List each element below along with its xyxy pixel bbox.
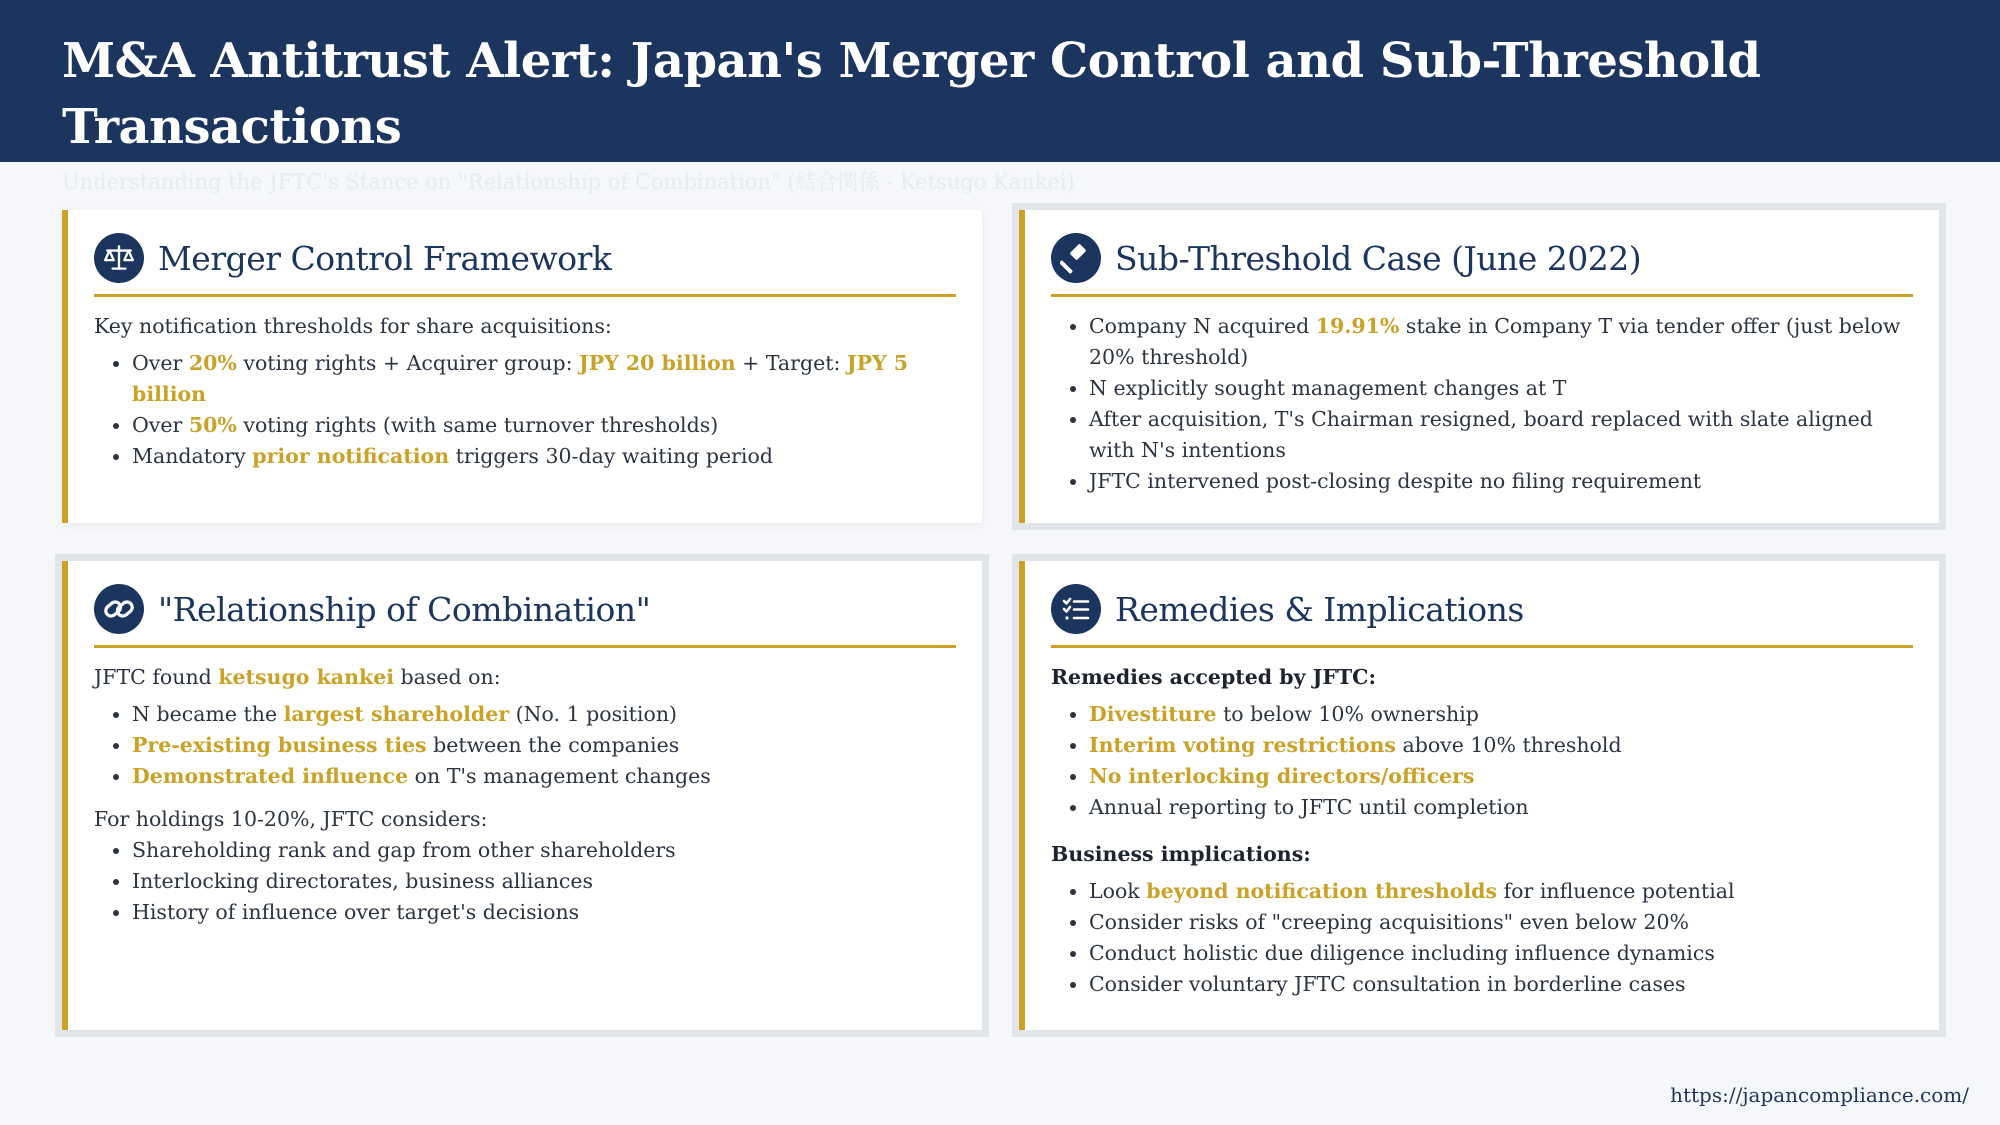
relationship-card	[62, 561, 982, 1030]
list-item: • Over 20% voting rights + Acquirer group: JPY 20 billion + Target: JPY 5 billion	[132, 348, 956, 410]
card-accent-bar	[1019, 561, 1025, 1030]
footer-url-link[interactable]: https://japancompliance.com/	[1670, 1083, 1969, 1107]
card-accent-bar	[62, 210, 68, 523]
card-title: "Relationship of Combination"	[158, 589, 651, 629]
link-icon	[94, 584, 144, 634]
card-header	[94, 230, 956, 297]
page-header	[0, 0, 2000, 194]
page-subtitle: Understanding the JFTC's Stance on "Relationship of Combination" (結合関係 - Ketsugo Kankei)	[62, 170, 1075, 194]
list-item: • Interlocking directorates, business alliances	[132, 866, 956, 897]
list-item: • After acquisition, T's Chairman resigned, board replaced with slate aligned with N's intentions	[1089, 404, 1913, 466]
findings-list	[94, 699, 956, 792]
list-item: • Mandatory prior notification triggers 30-day waiting period	[132, 441, 956, 472]
list-item: • Consider voluntary JFTC consultation in borderline cases	[1089, 969, 1913, 1000]
card-intro: Key notification thresholds for share acquisitions:	[94, 314, 612, 338]
card-header	[1051, 581, 1913, 648]
card-header	[94, 581, 956, 648]
remedies-heading: Remedies accepted by JFTC:	[1051, 665, 1377, 689]
list-item: • Shareholding rank and gap from other shareholders	[132, 835, 956, 866]
list-item: • Look beyond notification thresholds for influence potential	[1089, 876, 1913, 907]
case-facts-list	[1051, 311, 1913, 497]
list-item: • Interim voting restrictions above 10% threshold	[1089, 730, 1913, 761]
framework-card	[62, 210, 982, 523]
implications-heading: Business implications:	[1051, 842, 1311, 866]
threshold-list	[94, 348, 956, 472]
card-title: Sub-Threshold Case (June 2022)	[1115, 238, 1642, 278]
card-title: Merger Control Framework	[158, 238, 612, 278]
considerations-list	[94, 835, 956, 928]
case-card	[1019, 210, 1939, 523]
card-accent-bar	[1019, 210, 1025, 523]
list-item: • N explicitly sought management changes at T	[1089, 373, 1913, 404]
list-item: • Consider risks of "creeping acquisitions" even below 20%	[1089, 907, 1913, 938]
list-item: • Over 50% voting rights (with same turnover thresholds)	[132, 410, 956, 441]
card-header	[1051, 230, 1913, 297]
list-item: • Divestiture to below 10% ownership	[1089, 699, 1913, 730]
gavel-icon	[1051, 233, 1101, 283]
list-item: • JFTC intervened post-closing despite no filing requirement	[1089, 466, 1913, 497]
list-item: • History of influence over target's decisions	[132, 897, 956, 928]
page-title: M&A Antitrust Alert: Japan's Merger Control and Sub-Threshold Transactions	[62, 33, 1761, 155]
remedies-list	[1051, 699, 1913, 823]
list-item: • N became the largest shareholder (No. 1 position)	[132, 699, 956, 730]
checklist-icon	[1051, 584, 1101, 634]
list-item: • No interlocking directors/officers	[1089, 761, 1913, 792]
list-item: • Pre-existing business ties between the companies	[132, 730, 956, 761]
card-intro-2: For holdings 10-20%, JFTC considers:	[94, 807, 488, 831]
card-accent-bar	[62, 561, 68, 1030]
remedies-card	[1019, 561, 1939, 1030]
scales-icon	[94, 233, 144, 283]
implications-list	[1051, 876, 1913, 1000]
list-item: • Company N acquired 19.91% stake in Company T via tender offer (just below 20% threshold)	[1089, 311, 1913, 373]
card-intro: JFTC found ketsugo kankei based on:	[94, 665, 501, 689]
list-item: • Demonstrated influence on T's management changes	[132, 761, 956, 792]
list-item: • Conduct holistic due diligence including influence dynamics	[1089, 938, 1913, 969]
card-title: Remedies & Implications	[1115, 589, 1524, 629]
list-item: • Annual reporting to JFTC until completion	[1089, 792, 1913, 823]
